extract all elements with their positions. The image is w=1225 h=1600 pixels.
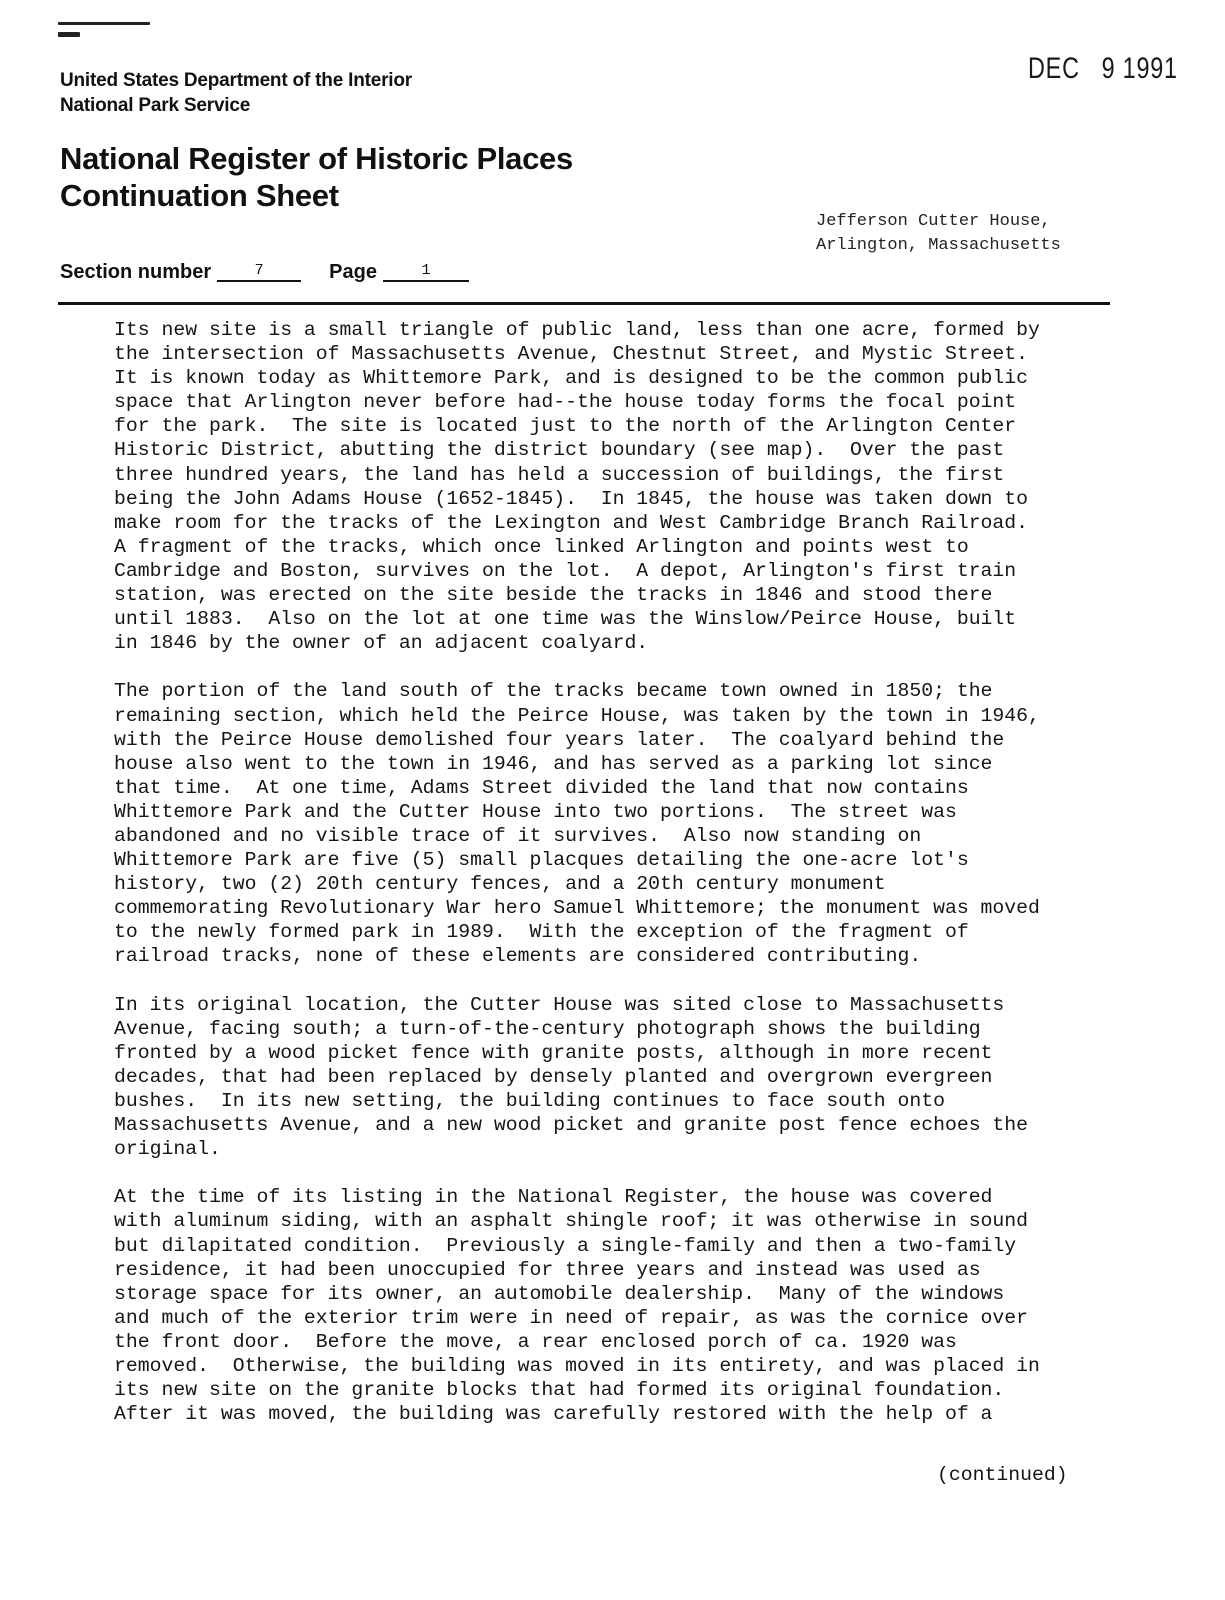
property-name xyxy=(816,210,1061,258)
received-date-stamp: DEC 9 1991 xyxy=(1028,52,1178,85)
agency-service: National Park Service xyxy=(60,95,251,116)
header-divider xyxy=(58,302,1110,305)
paragraph-setting: In its original location, the Cutter House was sited close to Massachusetts Avenue, facing south; a turn-of-the-century photograph shows the building fronted by a wood picket fence with granite posts, although in more recent decades, that had been replaced by densely planted and overgrown evergreen bushes. In its new setting, the building continues to face south onto Massachusetts Avenue, and a new wood picket and granite post fence echoes the original. xyxy=(114,993,1029,1161)
page-number-value: 1 xyxy=(383,262,469,282)
property-name-line1: Jefferson Cutter House, xyxy=(816,212,1051,231)
section-number-value: 7 xyxy=(217,262,301,282)
page-label: Page xyxy=(329,261,377,283)
continued-note: (continued) xyxy=(937,1464,1068,1486)
paragraph-site-history: Its new site is a small triangle of public land, less than one acre, formed by the intersection of Massachusetts Avenue, Chestnut Street, and Mystic Street. It is known today as Whittemore Park, and is designed to be the common public space that Arlington never before had--the house today forms the focal point for the park. The site is located just to the north of the Arlington Center Historic District, abutting the district boundary (see map). Over the past three hundred years, the land has held a succession of buildings, the first being the John Adams House (1652-1845). In 1845, the house was taken down to make room for the tracks of the Lexington and West Cambridge Branch Railroad. A fragment of the tracks, which once linked Arlington and points west to Cambridge and Boston, survives on the lot. A depot, Arlington's first train station, was erected on the site beside the tracks in 1846 and stood there until 1883. Also on the lot at one time was the Winslow/Peirce House, built in 1846 by the owner of an adjacent coalyard. xyxy=(114,319,1040,655)
section-page-line xyxy=(60,258,469,286)
agency-department: United States Department of the Interior xyxy=(60,70,412,91)
section-number-label: Section number xyxy=(60,261,212,283)
form-title xyxy=(60,140,573,214)
form-omb-notation xyxy=(58,20,158,46)
form-title-line1: National Register of Historic Places xyxy=(60,141,573,176)
narrative-body xyxy=(114,318,1114,1450)
paragraph-land-ownership: The portion of the land south of the tracks became town owned in 1850; the remaining section, which held the Peirce House, was taken by the town in 1946, with the Peirce House demolished four years later. The coalyard behind the house also went to the town in 1946, and has served as a parking lot since that time. At one time, Adams Street divided the land that now contains Whittemore Park and the Cutter House into two portions. The street was abandoned and no visible trace of it survives. Also now standing on Whittemore Park are five (5) small placques detailing the one-acre lot's history, two (2) 20th century fences, and a 20th century monument commemorating Revolutionary War hero Samuel Whittemore; the monument was moved to the newly formed park in 1989. With the exception of the fragment of railroad tracks, none of these elements are considered contributing. xyxy=(114,680,1040,968)
paragraph-condition: At the time of its listing in the National Register, the house was covered with aluminum siding, with an asphalt shingle roof; it was otherwise in sound but dilapitated condition. Previously a single-family and then a two-family residence, it had been unoccupied for three years and instead was used as storage space for its owner, an automobile dealership. Many of the windows and much of the exterior trim were in need of repair, as was the cornice over the front door. Before the move, a rear enclosed porch of ca. 1920 was removed. Otherwise, the building was moved in its entirety, and was placed in its new site on the granite blocks that had formed its original foundation. After it was moved, the building was carefully restored with the help of a xyxy=(114,1186,1040,1426)
form-title-line2: Continuation Sheet xyxy=(60,178,339,213)
agency-heading xyxy=(60,68,412,118)
property-location-line2: Arlington, Massachusetts xyxy=(816,236,1061,255)
